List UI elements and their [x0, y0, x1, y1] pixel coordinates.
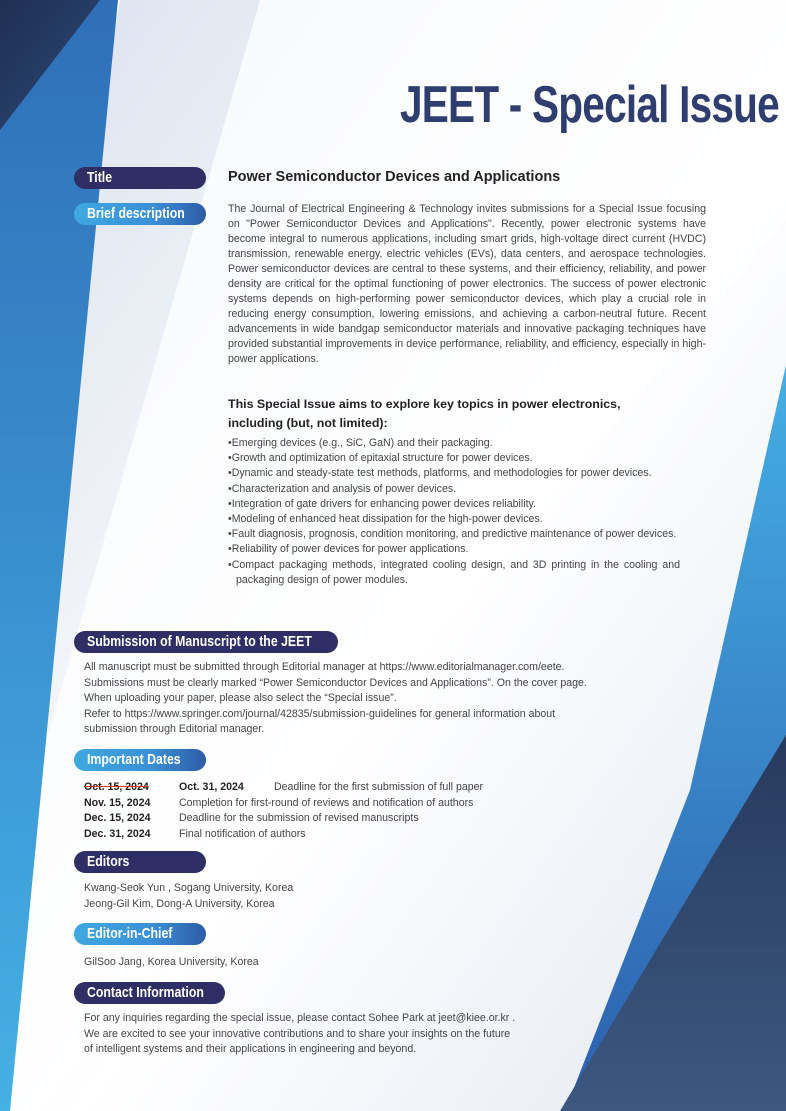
date-row [84, 811, 483, 827]
date-row [84, 796, 483, 812]
contact-line: of intelligent systems and their applications in engineering and beyond. [84, 1043, 417, 1056]
date: Nov. 15, 2024 [84, 796, 151, 809]
date: Dec. 15, 2024 [84, 812, 151, 825]
section-label-text: Editors [87, 853, 130, 870]
section-label-text: Title [87, 169, 113, 186]
section-label-editors [74, 851, 206, 873]
section-label-text: Contact Information [87, 984, 204, 1001]
section-label-title [74, 167, 206, 189]
topics-heading: This Special Issue aims to explore key topics in power electronics, including (but, not limited): [228, 397, 621, 430]
section-label-text: Brief description [87, 205, 185, 222]
editor-entry: Kwang-Seok Yun , Sogang University, Korea [84, 882, 294, 894]
submission-line: When uploading your paper, please also select the “Special issue”. [84, 692, 397, 705]
old-date: Oct. 15, 2024 [84, 781, 149, 793]
date-event: Deadline for the submission of revised manuscripts [179, 812, 419, 825]
section-label-contact [74, 982, 225, 1004]
list-item: • Integration of gate drivers for enhancing power devices reliability. [228, 497, 680, 512]
section-label-submission [74, 631, 338, 653]
list-item: • Fault diagnosis, prognosis, condition monitoring, and predictive maintenance of power devices. [228, 527, 680, 542]
topics-list [228, 436, 680, 588]
date-event: Deadline for the first submission of full paper [274, 781, 484, 793]
section-label-editor-in-chief [74, 923, 206, 945]
section-label-brief-description [74, 203, 206, 225]
contact-line: For any inquiries regarding the special issue, please contact Sohee Park at jeet@kiee.or.kr . [84, 1012, 516, 1024]
submission-line: Submissions must be clearly marked “Power Semiconductor Devices and Applications”. On the cover page. [84, 676, 587, 689]
submission-text [84, 660, 644, 738]
date: Dec. 31, 2024 [84, 827, 151, 840]
list-item: • Characterization and analysis of power devices. [228, 482, 680, 497]
dates-table [84, 780, 483, 842]
special-issue-title: Power Semiconductor Devices and Applications [228, 169, 561, 185]
list-item: • Reliability of power devices for power applications. [228, 542, 680, 557]
editor-in-chief-entry: GilSoo Jang, Korea University, Korea [84, 956, 259, 968]
submission-line: Refer to https://www.springer.com/journal/42835/submission-guidelines for general information about [84, 707, 556, 720]
list-item: • Compact packaging methods, integrated cooling design, and 3D printing in the cooling and packaging design of power modules. [228, 558, 680, 588]
editor-entry: Jeong-Gil Kim, Dong-A University, Korea [84, 897, 275, 910]
editors-list [84, 881, 484, 912]
page-title: JEET - Special Issue [400, 76, 779, 134]
editor-in-chief [84, 955, 484, 971]
date: Oct. 31, 2024 [179, 781, 244, 793]
section-label-important-dates [74, 749, 206, 771]
date-row [84, 827, 483, 843]
list-item: • Emerging devices (e.g., SiC, GaN) and their packaging. [228, 436, 680, 451]
contact-text [84, 1011, 564, 1058]
date-event: Completion for first-round of reviews and notification of authors [179, 796, 474, 809]
list-item: • Modeling of enhanced heat dissipation for the high-power devices. [228, 512, 680, 527]
submission-line: All manuscript must be submitted through Editorial manager at https://www.editorialmanager.com/eete. [84, 661, 565, 673]
list-item: • Growth and optimization of epitaxial structure for power devices. [228, 451, 680, 466]
section-label-text: Editor-in-Chief [87, 925, 173, 942]
contact-line: We are excited to see your innovative contributions and to share your insights on the future [84, 1027, 511, 1040]
date-event: Final notification of authors [179, 827, 306, 840]
list-item: • Dynamic and steady-state test methods, platforms, and methodologies for power devices. [228, 466, 680, 481]
submission-line: submission through Editorial manager. [84, 723, 265, 736]
brief-description-text: The Journal of Electrical Engineering & Technology invites submissions for a Special Issue focusing on "Power Semiconductor Devices and Applications". Recently, power electronic systems have become integral to numerous applications, including smart grids, high-voltage direct current (HVDC) transmission, renewable energy, electric vehicles (EVs), data centers, and aerospace technologies. Power semiconductor devices are central to these systems, and their efficiency, reliability, and power density are critical for the optimal functioning of power electronics. The success of power electronic systems depends on high-performing power semiconductor devices, which play a crucial role in reducing energy consumption, lowering emissions, and achieving a carbon-neutral future. Recent advancements in wide bandgap semiconductor materials and innovative packaging techniques have provided substantial improvements in device performance, reliability, and efficiency, especially in high-power applications. [228, 203, 706, 365]
section-label-text: Submission of Manuscript to the JEET [87, 633, 312, 650]
section-label-text: Important Dates [87, 751, 181, 768]
date-row [84, 780, 483, 796]
